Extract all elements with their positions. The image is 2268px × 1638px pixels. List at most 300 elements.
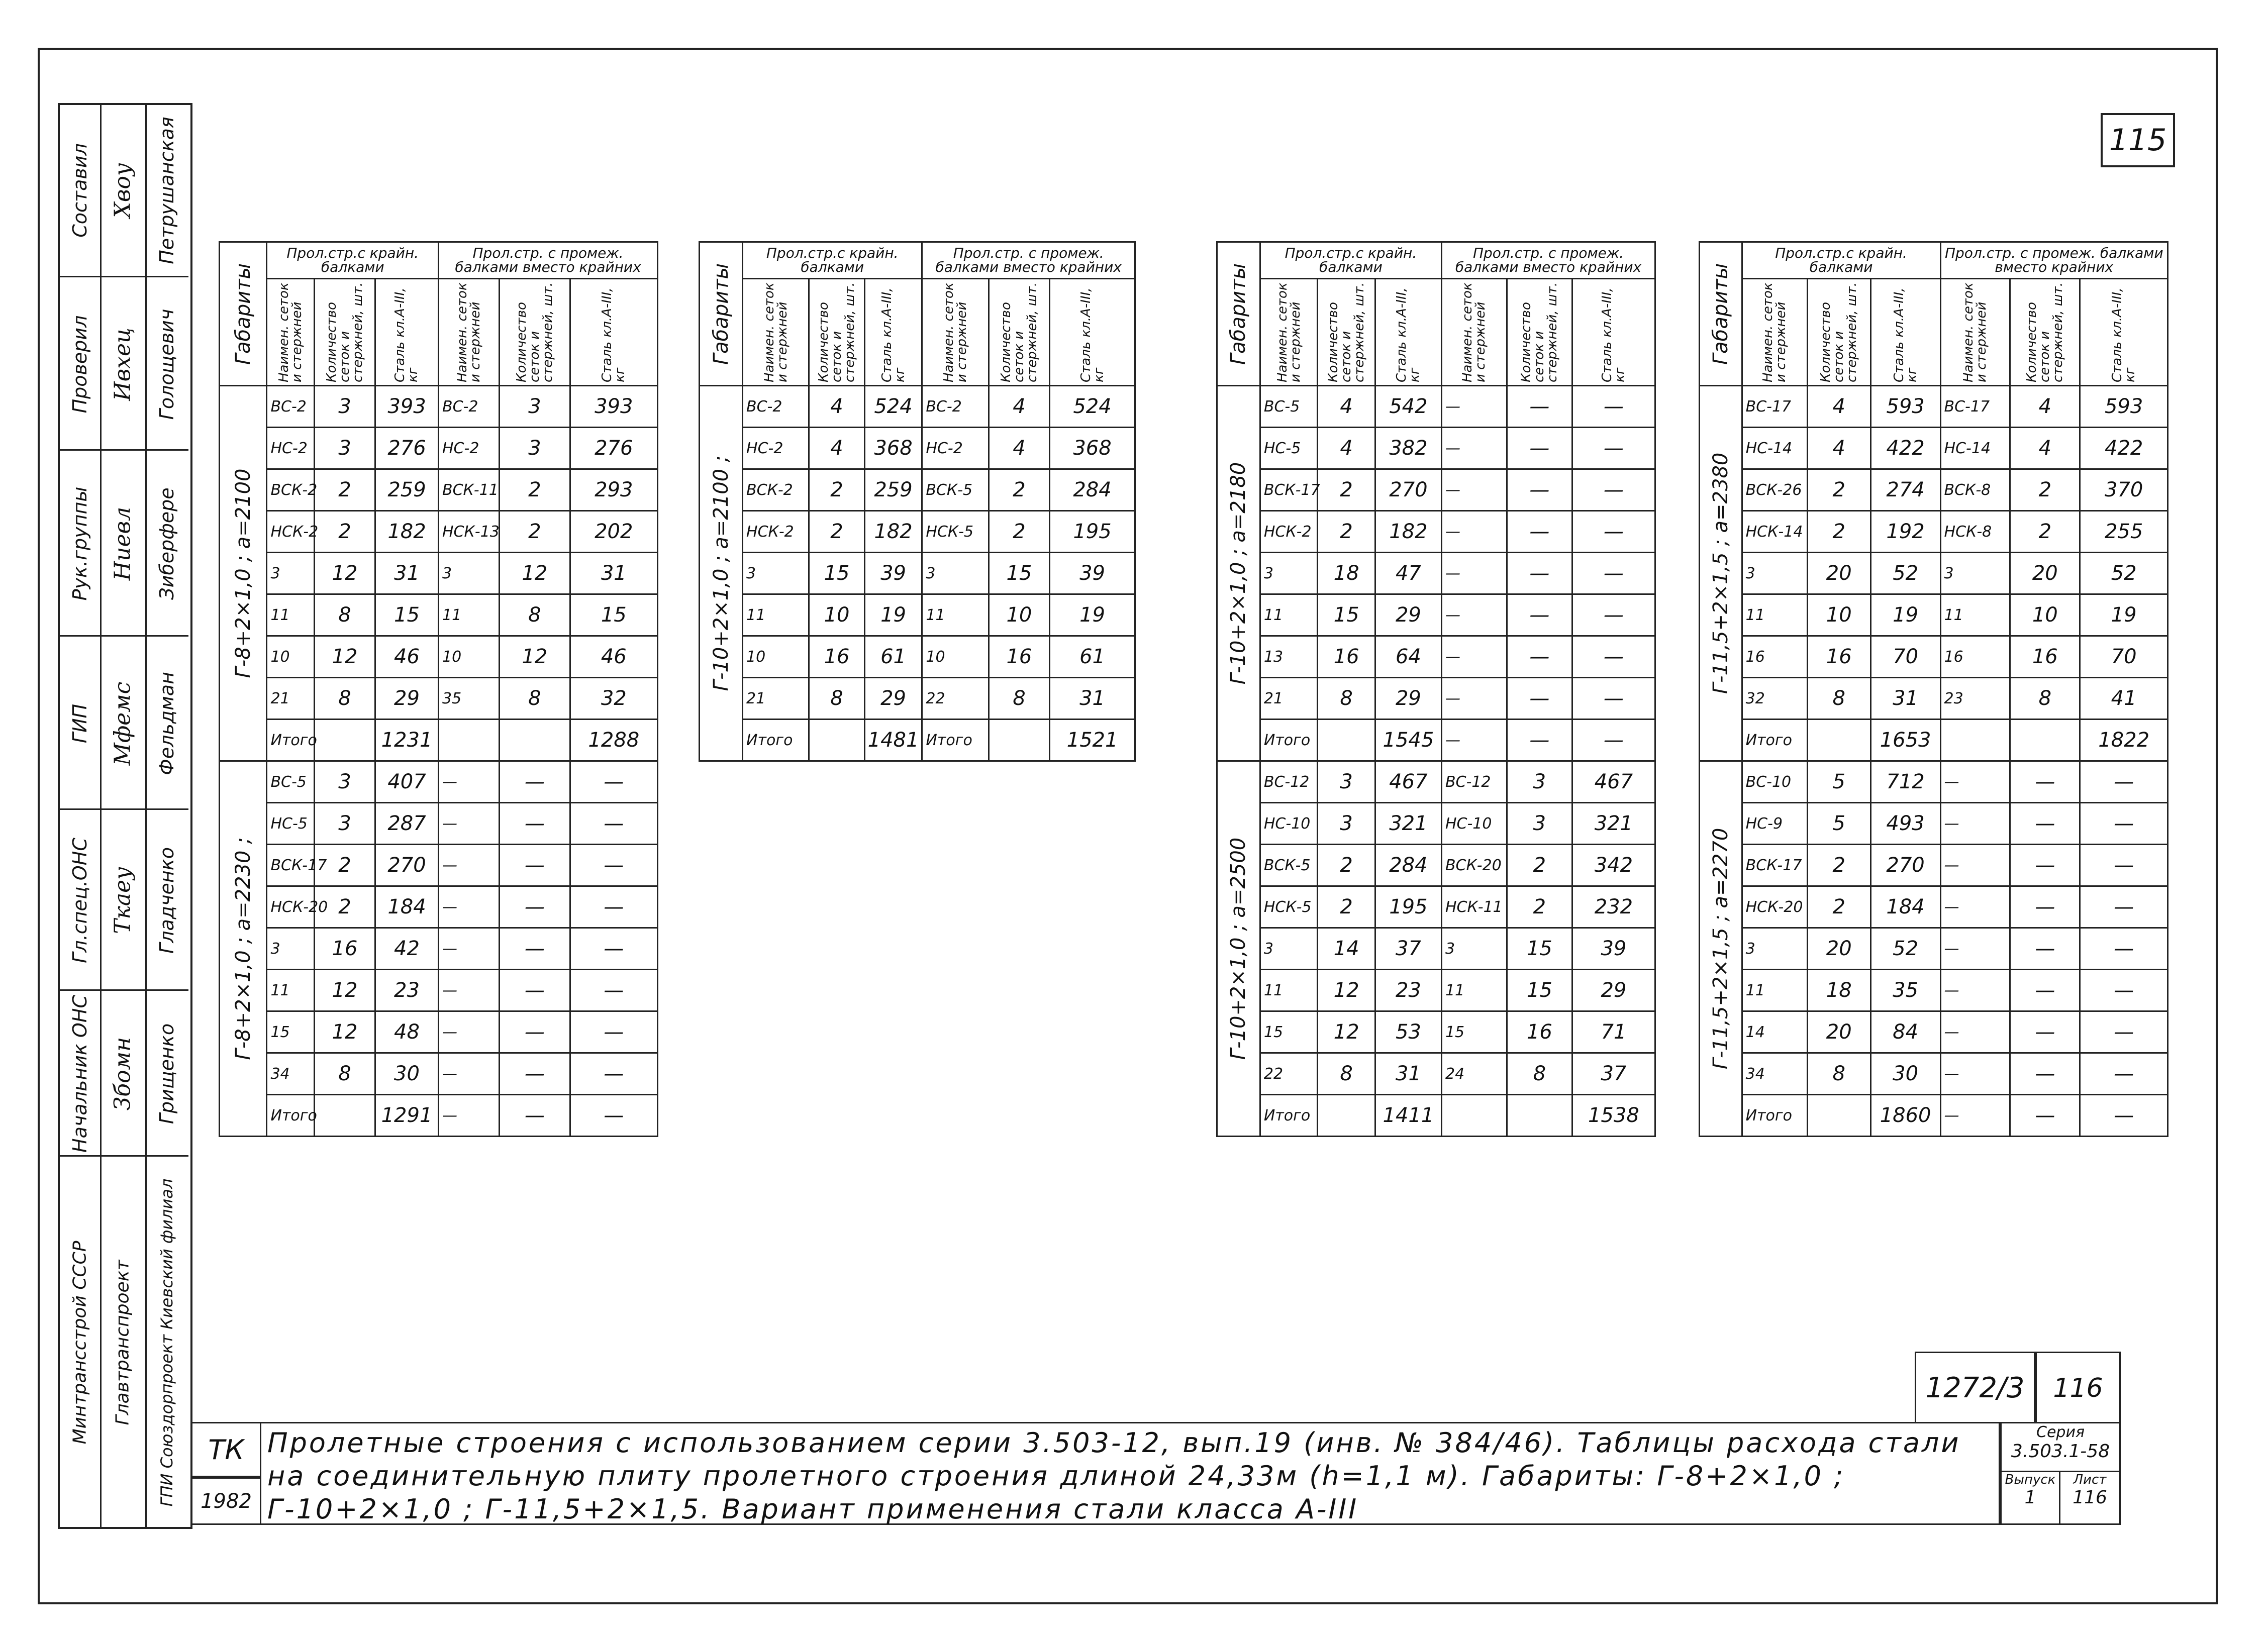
series-value: 3.503.1-58	[2011, 1441, 2110, 1462]
table-cell: 20	[1807, 1011, 1870, 1053]
table-row	[1217, 678, 1655, 720]
table-cell: 2	[314, 845, 375, 886]
role-cell: ГИП	[60, 635, 100, 810]
table-row	[1700, 761, 2168, 803]
table-cell: НС-2	[267, 428, 314, 469]
header-gabarity: Габариты	[1217, 242, 1260, 386]
table-cell: 11	[438, 594, 499, 636]
table-cell: 370	[2080, 469, 2168, 511]
table-cell: —	[1940, 1011, 2010, 1053]
header-col-steel: Сталь кл.А-III, кг	[1050, 279, 1135, 386]
table-cell: 3	[438, 553, 499, 594]
table-cell: 4	[1807, 386, 1870, 428]
header-col-steel: Сталь кл.А-III, кг	[1572, 279, 1655, 386]
table-cell: 202	[570, 511, 657, 553]
table-cell: —	[570, 1011, 657, 1053]
table-cell: Итого	[1742, 720, 1807, 761]
table-row	[1700, 386, 2168, 428]
table-cell: 4	[1318, 428, 1375, 469]
table-cell: 29	[1572, 970, 1655, 1011]
steel-table	[1216, 241, 1656, 1137]
table-cell: 8	[500, 678, 570, 720]
header-col-count: Количество сеток и стержней, шт.	[500, 279, 570, 386]
table-cell: 3	[922, 553, 989, 594]
table-cell: 16	[1807, 636, 1870, 678]
table-cell: 29	[1375, 678, 1441, 720]
table-row	[1217, 803, 1655, 845]
page-number: 115	[2101, 113, 2175, 167]
table-cell: НС-2	[922, 428, 989, 469]
table-cell: 2	[2010, 469, 2080, 511]
table-row	[1217, 845, 1655, 886]
table-cell: 382	[1375, 428, 1441, 469]
table-cell: 4	[1807, 428, 1870, 469]
table-cell: 10	[743, 636, 809, 678]
table-cell: 61	[864, 636, 922, 678]
table-cell: НС-9	[1742, 803, 1807, 845]
role-cell: Рук.группы	[60, 449, 100, 637]
table-cell: —	[2010, 970, 2080, 1011]
table-cell: 287	[375, 803, 439, 845]
table-cell: ВС-2	[438, 386, 499, 428]
table-row	[220, 803, 658, 845]
table-cell: 24	[1441, 1053, 1507, 1095]
table-cell: 467	[1572, 761, 1655, 803]
table-row	[1700, 469, 2168, 511]
table-cell: —	[1572, 469, 1655, 511]
table-cell: 524	[1050, 386, 1135, 428]
table-cell	[1318, 720, 1375, 761]
table-cell: 19	[1050, 594, 1135, 636]
header-col-steel: Сталь кл.А-III, кг	[1870, 279, 1940, 386]
table-cell: —	[2080, 845, 2168, 886]
table-cell: Итого	[267, 1095, 314, 1137]
table-cell: 284	[1375, 845, 1441, 886]
table-cell: 1291	[375, 1095, 439, 1137]
gabarit-label: Г-11,5+2×1,5 ; а=2270	[1700, 761, 1742, 1137]
role-cell: Составил	[69, 143, 91, 238]
table-cell: 52	[1870, 928, 1940, 970]
table-cell: —	[2080, 803, 2168, 845]
header-col-name: Наимен. сеток и стержней	[1742, 279, 1807, 386]
table-cell: 2	[1807, 886, 1870, 928]
org-cell: ГПИ Союздорпроект Киевский филиал	[145, 1155, 188, 1528]
table-cell: 19	[2080, 594, 2168, 636]
table-cell: 8	[500, 594, 570, 636]
table-cell: 31	[570, 553, 657, 594]
year: 1982	[191, 1477, 261, 1525]
table-cell: —	[500, 1011, 570, 1053]
name-cell: Зиберфере	[145, 449, 188, 637]
table-row	[1217, 1053, 1655, 1095]
table-row	[1217, 386, 1655, 428]
table-cell: 1538	[1572, 1095, 1655, 1137]
table-cell: 3	[500, 428, 570, 469]
table-row	[1217, 428, 1655, 469]
table-cell: 20	[1807, 928, 1870, 970]
header-col-name: Наимен. сеток и стержней	[1260, 279, 1317, 386]
table-cell: ВСК-5	[1260, 845, 1317, 886]
table-cell: 18	[1318, 553, 1375, 594]
header-col-count: Количество сеток и стержней, шт.	[1807, 279, 1870, 386]
header-col-count: Количество сеток и стержней, шт.	[2010, 279, 2080, 386]
table-cell: 1822	[2080, 720, 2168, 761]
table-cell: 4	[809, 428, 864, 469]
table-cell: —	[1940, 1053, 2010, 1095]
table-cell: 23	[375, 970, 439, 1011]
table-cell: 593	[1870, 386, 1940, 428]
table-cell	[2010, 720, 2080, 761]
table-cell: —	[1507, 678, 1572, 720]
table-cell: 3	[314, 428, 375, 469]
table-cell: 32	[1742, 678, 1807, 720]
table-cell: —	[2010, 928, 2080, 970]
table-cell: —	[1572, 720, 1655, 761]
table-cell: —	[438, 928, 499, 970]
table-cell	[314, 1095, 375, 1137]
table-row	[1700, 511, 2168, 553]
table-cell: 16	[989, 636, 1049, 678]
name-cell: Гладченко	[145, 808, 188, 991]
table-cell: НС-5	[1260, 428, 1317, 469]
table-cell: 2	[1807, 845, 1870, 886]
table-cell: 4	[2010, 386, 2080, 428]
table-cell: 8	[1807, 1053, 1870, 1095]
list-label: Лист	[2073, 1472, 2107, 1487]
table-cell: —	[2010, 886, 2080, 928]
table-cell: 182	[1375, 511, 1441, 553]
table-cell: 407	[375, 761, 439, 803]
table-cell: 14	[1742, 1011, 1807, 1053]
gabarit-label: Г-10+2×1,0 ; а=2180	[1217, 386, 1260, 761]
table-cell: 19	[1870, 594, 1940, 636]
signatures-column	[100, 105, 147, 1527]
table-cell: 2	[1318, 886, 1375, 928]
table-cell: 71	[1572, 1011, 1655, 1053]
table-cell: 16	[809, 636, 864, 678]
table-cell: 39	[1572, 928, 1655, 970]
table-cell: —	[500, 1053, 570, 1095]
header-gabarity: Габариты	[1700, 242, 1742, 386]
table-cell	[1807, 1095, 1870, 1137]
table-cell: 12	[314, 1011, 375, 1053]
table-row	[220, 720, 658, 761]
table-cell: —	[1572, 636, 1655, 678]
table-cell: 11	[1441, 970, 1507, 1011]
list-value: 116	[2073, 1487, 2107, 1508]
table-cell: 2	[989, 469, 1049, 511]
table-row	[700, 678, 1135, 720]
table-row	[1700, 928, 2168, 970]
table-cell: 64	[1375, 636, 1441, 678]
table-cell: 5	[1807, 761, 1870, 803]
table-cell: 12	[500, 553, 570, 594]
table-cell: —	[1940, 970, 2010, 1011]
table-cell: 2	[1507, 845, 1572, 886]
sig-cell: Хвоу	[110, 163, 136, 218]
table-cell: 39	[864, 553, 922, 594]
table-cell: ВСК-17	[1260, 469, 1317, 511]
table-cell: НСК-8	[1940, 511, 2010, 553]
table-cell: 3	[1441, 928, 1507, 970]
vypusk-box	[2000, 1472, 2060, 1525]
table-cell: 195	[1050, 511, 1135, 553]
table-cell: 11	[922, 594, 989, 636]
table-cell: 1521	[1050, 720, 1135, 761]
header-col-steel: Сталь кл.А-III, кг	[864, 279, 922, 386]
table-cell: —	[500, 845, 570, 886]
table-cell: 524	[864, 386, 922, 428]
table-row	[700, 553, 1135, 594]
table-cell: 2	[989, 511, 1049, 553]
table-cell: 37	[1375, 928, 1441, 970]
table-cell: 259	[864, 469, 922, 511]
header-group-middle-beams: Прол.стр. с промеж. балками вместо крайних	[1940, 242, 2167, 279]
table-cell: —	[570, 886, 657, 928]
table-cell: —	[2010, 845, 2080, 886]
table-cell: ВС-12	[1441, 761, 1507, 803]
table-cell: 41	[2080, 678, 2168, 720]
sheet-number-top: 116	[2035, 1352, 2121, 1422]
table-cell: 4	[989, 428, 1049, 469]
header-col-name: Наимен. сеток и стержней	[743, 279, 809, 386]
table-cell: —	[438, 1095, 499, 1137]
table-cell: 321	[1375, 803, 1441, 845]
table-cell: 32	[570, 678, 657, 720]
table-cell: ВС-2	[267, 386, 314, 428]
table-cell: —	[1940, 845, 2010, 886]
table-cell: Итого	[1742, 1095, 1807, 1137]
document-title: Пролетные строения с использованием серии 3.503-12, вып.19 (инв. № 384/46). Таблицы расхода стали на соединительную плиту пролетного строения длиной 24,33м (h=1,1 м). Габариты: Г-8+2×1,0 ; Г-10+2×1,0 ; Г-11,5+2×1,5. Вариант применения стали класса А-III	[261, 1422, 2000, 1525]
table-cell: ВСК-17	[267, 845, 314, 886]
table-row	[220, 886, 658, 928]
header-col-count: Количество сеток и стержней, шт.	[1507, 279, 1572, 386]
table-cell: 393	[570, 386, 657, 428]
table-row	[220, 761, 658, 803]
table-cell: —	[1940, 803, 2010, 845]
table-cell: 29	[1375, 594, 1441, 636]
table-cell: ВСК-8	[1940, 469, 2010, 511]
table-cell: 61	[1050, 636, 1135, 678]
table-cell: 4	[2010, 428, 2080, 469]
header-col-steel: Сталь кл.А-III, кг	[375, 279, 439, 386]
table-cell: 2	[1507, 886, 1572, 928]
table-cell: НСК-13	[438, 511, 499, 553]
table-cell: Итого	[267, 720, 314, 761]
table-cell: 46	[570, 636, 657, 678]
sig-cell: Ивхец	[100, 276, 145, 451]
table-cell: 53	[1375, 1011, 1441, 1053]
table-cell: 1653	[1870, 720, 1940, 761]
table-cell: 422	[2080, 428, 2168, 469]
table-cell: 70	[1870, 636, 1940, 678]
table-cell: 3	[1260, 928, 1317, 970]
role-cell: Гл.спец.ОНС	[60, 808, 100, 991]
table-cell: 2	[314, 886, 375, 928]
table-cell: 8	[1318, 678, 1375, 720]
table-cell: —	[2010, 1011, 2080, 1053]
table-cell: НС-5	[267, 803, 314, 845]
table-cell: —	[2010, 1095, 2080, 1137]
table-cell	[1441, 1095, 1507, 1137]
header-col-steel: Сталь кл.А-III, кг	[570, 279, 657, 386]
table-cell: 15	[809, 553, 864, 594]
table-cell: 3	[1742, 928, 1807, 970]
header-col-count: Количество сеток и стержней, шт.	[989, 279, 1049, 386]
doc-number: 1272/3	[1915, 1352, 2035, 1422]
table-cell: 3	[1318, 803, 1375, 845]
table-cell: —	[500, 761, 570, 803]
table-cell: НС-10	[1260, 803, 1317, 845]
table-cell: 21	[267, 678, 314, 720]
table-cell: —	[1507, 720, 1572, 761]
table-row	[1217, 720, 1655, 761]
table-cell: —	[438, 761, 499, 803]
table-cell: 70	[2080, 636, 2168, 678]
table-cell: —	[1507, 636, 1572, 678]
table-cell: 35	[438, 678, 499, 720]
table-cell: 10	[1807, 594, 1870, 636]
table-row	[1217, 636, 1655, 678]
table-row	[220, 553, 658, 594]
table-cell: 13	[1260, 636, 1317, 678]
table-cell: 8	[1807, 678, 1870, 720]
table-cell: 8	[314, 678, 375, 720]
sig-cell: Ткаеу	[100, 808, 145, 991]
table-cell	[989, 720, 1049, 761]
table-cell	[438, 720, 499, 761]
table-cell	[500, 720, 570, 761]
table-cell: 12	[1318, 1011, 1375, 1053]
table-row	[700, 511, 1135, 553]
table-cell: НС-14	[1940, 428, 2010, 469]
table-cell: 2	[1807, 511, 1870, 553]
table-cell: 8	[314, 1053, 375, 1095]
header-col-count: Количество сеток и стержней, шт.	[314, 279, 375, 386]
table-cell: 284	[1050, 469, 1135, 511]
table-cell: 12	[500, 636, 570, 678]
table-cell: 18	[1807, 970, 1870, 1011]
table-cell: 5	[1807, 803, 1870, 845]
table-cell: 4	[1318, 386, 1375, 428]
table-cell: 15	[267, 1011, 314, 1053]
table-row	[1217, 1011, 1655, 1053]
table-cell: Итого	[922, 720, 989, 761]
table-cell: 20	[2010, 553, 2080, 594]
table-cell: 2	[809, 511, 864, 553]
table-cell: ВСК-2	[267, 469, 314, 511]
table-cell: НС-2	[438, 428, 499, 469]
table-cell: 21	[743, 678, 809, 720]
table-cell: 368	[864, 428, 922, 469]
table-cell: ВС-5	[1260, 386, 1317, 428]
table-cell: 19	[864, 594, 922, 636]
table-cell: —	[2080, 1053, 2168, 1095]
table-cell: 368	[1050, 428, 1135, 469]
table-cell: 52	[2080, 553, 2168, 594]
table-cell: —	[1441, 594, 1507, 636]
series-label: Серия	[2036, 1423, 2085, 1441]
table-row	[1700, 553, 2168, 594]
table-cell: —	[1507, 386, 1572, 428]
table-row	[1700, 678, 2168, 720]
table-cell: 259	[375, 469, 439, 511]
table-cell: 42	[375, 928, 439, 970]
table-cell: НСК-14	[1742, 511, 1807, 553]
table-cell: 3	[1742, 553, 1807, 594]
table-cell: 15	[1318, 594, 1375, 636]
header-col-steel: Сталь кл.А-III, кг	[1375, 279, 1441, 386]
table-cell: 12	[314, 553, 375, 594]
table-cell: 8	[2010, 678, 2080, 720]
table-cell: —	[438, 970, 499, 1011]
stamp-strip	[58, 103, 192, 1529]
table-row	[1217, 511, 1655, 553]
table-cell: НС-2	[743, 428, 809, 469]
table-cell: 11	[267, 970, 314, 1011]
table-cell: 22	[922, 678, 989, 720]
table-cell: 34	[267, 1053, 314, 1095]
table-cell: —	[500, 803, 570, 845]
table-row	[1700, 1011, 2168, 1053]
table-row	[220, 469, 658, 511]
table-cell: 10	[809, 594, 864, 636]
table-cell: 3	[267, 553, 314, 594]
table-cell: —	[438, 845, 499, 886]
table-row	[1217, 761, 1655, 803]
table-cell: 15	[989, 553, 1049, 594]
table-cell: 2	[314, 469, 375, 511]
table-cell: 30	[375, 1053, 439, 1095]
header-col-name: Наимен. сеток и стержней	[438, 279, 499, 386]
table-cell: 276	[570, 428, 657, 469]
table-cell: Итого	[1260, 720, 1317, 761]
table-cell: —	[1441, 720, 1507, 761]
vypusk-value: 1	[2024, 1487, 2036, 1508]
table-row	[220, 970, 658, 1011]
table-cell: 8	[809, 678, 864, 720]
table-row	[1700, 803, 2168, 845]
table-cell: 11	[1940, 594, 2010, 636]
table-cell: —	[570, 761, 657, 803]
header-group-middle-beams: Прол.стр. с промеж. балками вместо крайних	[1441, 242, 1655, 279]
table-cell: —	[1940, 886, 2010, 928]
table-cell: 23	[1375, 970, 1441, 1011]
table-cell: 195	[1375, 886, 1441, 928]
table-cell: 342	[1572, 845, 1655, 886]
tk-code: ТК	[191, 1422, 261, 1477]
table-row	[1217, 594, 1655, 636]
table-cell: 2	[314, 511, 375, 553]
table-cell: 16	[1940, 636, 2010, 678]
table-cell: —	[1572, 594, 1655, 636]
table-cell: —	[1572, 511, 1655, 553]
table-cell: 11	[1260, 970, 1317, 1011]
table-cell: 3	[314, 803, 375, 845]
table-cell: —	[500, 970, 570, 1011]
table-cell: —	[2080, 1011, 2168, 1053]
table-cell: НСК-2	[267, 511, 314, 553]
gabarit-label: Г-8+2×1,0 ; а=2230 ;	[220, 761, 267, 1137]
table-cell: НС-14	[1742, 428, 1807, 469]
table-cell: НСК-2	[743, 511, 809, 553]
table-cell: 15	[375, 594, 439, 636]
table-cell: ВСК-20	[1441, 845, 1507, 886]
table-cell: 34	[1742, 1053, 1807, 1095]
table-row	[1700, 594, 2168, 636]
table-row	[1700, 636, 2168, 678]
name-cell: Фельдман	[145, 635, 188, 810]
